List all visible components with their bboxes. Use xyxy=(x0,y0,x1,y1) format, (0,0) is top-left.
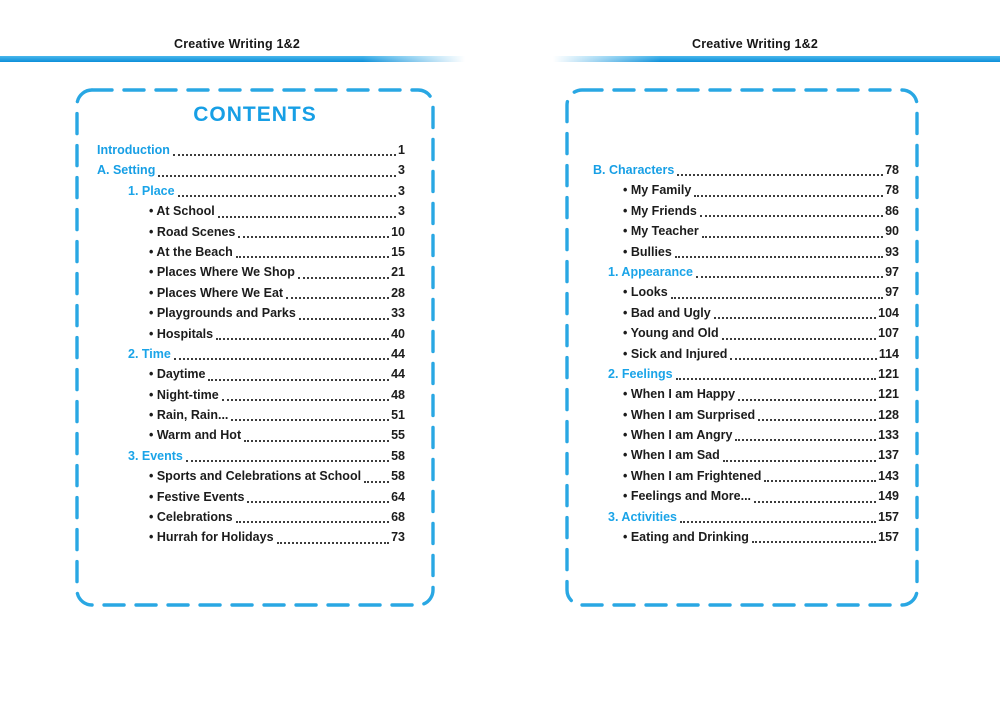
toc-entry-page-number: 10 xyxy=(391,224,405,239)
toc-entry-label: • At the Beach xyxy=(149,244,233,259)
toc-entry-label: • Road Scenes xyxy=(149,224,236,239)
toc-entry-label: • Celebrations xyxy=(149,510,233,525)
toc-entry xyxy=(593,344,899,364)
toc-entry-page-number: 1 xyxy=(398,142,405,157)
toc-entry-label: • When I am Frightened xyxy=(623,468,762,483)
toc-entry-page-number: 93 xyxy=(885,244,899,259)
toc-entry xyxy=(593,160,899,180)
toc-entry-page-number: 21 xyxy=(391,265,405,280)
toc-entry-page-number: 3 xyxy=(398,204,405,219)
dot-leader xyxy=(208,379,389,381)
toc-entry xyxy=(593,445,899,465)
toc-entry-page-number: 64 xyxy=(391,489,405,504)
toc-entry xyxy=(593,384,899,404)
toc-entry-page-number: 28 xyxy=(391,285,405,300)
header-rule-left xyxy=(0,56,465,62)
toc-entry-label: • Sports and Celebrations at School xyxy=(149,469,362,484)
toc-entry xyxy=(593,242,899,262)
dot-leader xyxy=(671,297,883,299)
toc-entry-label: • Bullies xyxy=(623,244,672,259)
dot-leader xyxy=(231,419,389,421)
toc-entry-page-number: 40 xyxy=(391,326,405,341)
dot-leader xyxy=(676,378,877,380)
dot-leader xyxy=(758,419,876,421)
toc-entry-page-number: 3 xyxy=(398,183,405,198)
toc-entry xyxy=(593,221,899,241)
toc-entry-label: A. Setting xyxy=(97,163,156,178)
dot-leader xyxy=(216,338,389,340)
dot-leader xyxy=(677,174,883,176)
toc-entry-page-number: 97 xyxy=(885,264,899,279)
toc-entry-page-number: 157 xyxy=(878,530,899,545)
toc-entry-page-number: 128 xyxy=(878,407,899,422)
toc-entry xyxy=(593,466,899,486)
toc-entry xyxy=(97,201,405,221)
dot-leader xyxy=(277,542,390,544)
toc-entry-label: B. Characters xyxy=(593,162,675,177)
dot-leader xyxy=(696,276,883,278)
toc-entry xyxy=(97,487,405,507)
toc-entry xyxy=(97,140,405,160)
toc-entry xyxy=(97,344,405,364)
toc-entry xyxy=(97,283,405,303)
toc-entry-page-number: 97 xyxy=(885,285,899,300)
dot-leader xyxy=(247,501,389,503)
toc-entry xyxy=(97,507,405,527)
dot-leader xyxy=(173,154,396,156)
toc-entry-label: 2. Time xyxy=(128,346,171,361)
toc-entry-page-number: 104 xyxy=(878,305,899,320)
header-rule-right xyxy=(553,56,1000,62)
toc-entry xyxy=(97,364,405,384)
dot-leader xyxy=(222,399,389,401)
toc-entry-page-number: 58 xyxy=(391,469,405,484)
dot-leader xyxy=(238,236,389,238)
toc-entry-label: • Hurrah for Holidays xyxy=(149,530,274,545)
toc-entry xyxy=(593,303,899,323)
dot-leader xyxy=(286,297,389,299)
dot-leader xyxy=(764,480,876,482)
toc-entry xyxy=(593,425,899,445)
toc-entry-label: 3. Events xyxy=(128,448,183,463)
toc-entry-page-number: 90 xyxy=(885,224,899,239)
toc-entry-label: • When I am Surprised xyxy=(623,407,756,422)
dot-leader xyxy=(752,541,876,543)
toc-entry xyxy=(97,527,405,547)
toc-entry xyxy=(593,282,899,302)
toc-entry-page-number: 149 xyxy=(878,489,899,504)
toc-list-right xyxy=(565,91,919,547)
dot-leader xyxy=(702,236,883,238)
toc-entry-label: • Places Where We Shop xyxy=(149,265,295,280)
toc-entry xyxy=(97,262,405,282)
dot-leader xyxy=(694,195,883,197)
toc-entry-page-number: 55 xyxy=(391,428,405,443)
dot-leader xyxy=(722,338,877,340)
toc-entry-page-number: 133 xyxy=(878,428,899,443)
toc-entry-label: • When I am Angry xyxy=(623,428,733,443)
toc-entry-label: • My Teacher xyxy=(623,224,699,239)
toc-entry-label: 3. Activities xyxy=(608,509,678,524)
toc-entry xyxy=(593,507,899,527)
dot-leader xyxy=(174,358,389,360)
toc-entry xyxy=(97,405,405,425)
toc-entry-label: • When I am Happy xyxy=(623,387,736,402)
toc-entry-label: • Places Where We Eat xyxy=(149,285,284,300)
toc-entry-label: Introduction xyxy=(97,142,170,157)
dot-leader xyxy=(723,460,876,462)
dot-leader xyxy=(714,317,876,319)
toc-list-left xyxy=(75,128,435,548)
toc-entry-page-number: 78 xyxy=(885,162,899,177)
toc-entry-label: • Rain, Rain... xyxy=(149,408,229,423)
toc-entry-page-number: 143 xyxy=(878,468,899,483)
toc-entry-page-number: 44 xyxy=(391,346,405,361)
dot-leader xyxy=(299,318,389,320)
dot-leader xyxy=(158,175,396,177)
toc-entry-page-number: 114 xyxy=(878,346,899,361)
toc-entry-label: • At School xyxy=(149,204,215,219)
toc-entry-page-number: 73 xyxy=(391,530,405,545)
toc-entry xyxy=(593,180,899,200)
toc-entry-label: 1. Place xyxy=(128,183,175,198)
toc-entry xyxy=(97,425,405,445)
toc-entry-label: • Looks xyxy=(623,285,668,300)
dot-leader xyxy=(680,521,876,523)
toc-entry xyxy=(97,385,405,405)
toc-entry xyxy=(593,527,899,547)
toc-entry-label: • Eating and Drinking xyxy=(623,530,749,545)
dot-leader xyxy=(244,440,389,442)
dot-leader xyxy=(730,358,876,360)
toc-entry-label: • Feelings and More... xyxy=(623,489,752,504)
toc-entry xyxy=(593,364,899,384)
toc-entry-label: 2. Feelings xyxy=(608,366,673,381)
toc-entry-page-number: 86 xyxy=(885,203,899,218)
toc-entry xyxy=(97,446,405,466)
dot-leader xyxy=(236,256,389,258)
contents-title: CONTENTS xyxy=(193,103,317,126)
toc-entry-page-number: 33 xyxy=(391,306,405,321)
toc-entry xyxy=(97,324,405,344)
toc-entry-label: • Festive Events xyxy=(149,489,245,504)
toc-entry-page-number: 58 xyxy=(391,448,405,463)
dot-leader xyxy=(218,216,396,218)
toc-entry xyxy=(593,405,899,425)
toc-entry-label: • Warm and Hot xyxy=(149,428,242,443)
toc-entry-label: • Night-time xyxy=(149,387,219,402)
toc-entry-page-number: 137 xyxy=(878,448,899,463)
toc-page-right xyxy=(565,88,919,607)
toc-entry-page-number: 44 xyxy=(391,367,405,382)
toc-entry-label: • My Friends xyxy=(623,203,697,218)
toc-entry-page-number: 78 xyxy=(885,183,899,198)
toc-entry-page-number: 3 xyxy=(398,163,405,178)
toc-entry-label: • Bad and Ugly xyxy=(623,305,711,320)
toc-page-left xyxy=(75,88,435,607)
dot-leader xyxy=(364,481,389,483)
toc-entry-page-number: 121 xyxy=(878,387,899,402)
toc-entry xyxy=(593,262,899,282)
dot-leader xyxy=(675,256,883,258)
toc-entry xyxy=(593,201,899,221)
toc-entry-page-number: 157 xyxy=(878,509,899,524)
dot-leader xyxy=(186,460,389,462)
toc-entry-label: • Hospitals xyxy=(149,326,214,341)
running-header-left: Creative Writing 1&2 xyxy=(173,37,301,51)
toc-entry-label: • Young and Old xyxy=(623,326,719,341)
toc-entry xyxy=(97,242,405,262)
dot-leader xyxy=(738,399,876,401)
toc-entry xyxy=(97,160,405,180)
toc-entry-page-number: 121 xyxy=(878,366,899,381)
toc-entry-label: • When I am Sad xyxy=(623,448,720,463)
toc-entry-page-number: 107 xyxy=(878,326,899,341)
dot-leader xyxy=(700,215,883,217)
toc-entry xyxy=(97,181,405,201)
toc-entry xyxy=(593,486,899,506)
dot-leader xyxy=(298,277,389,279)
toc-entry-label: • Playgrounds and Parks xyxy=(149,306,296,321)
toc-entry-page-number: 48 xyxy=(391,387,405,402)
toc-entry-label: • Sick and Injured xyxy=(623,346,728,361)
running-header-right: Creative Writing 1&2 xyxy=(691,37,819,51)
dot-leader xyxy=(178,195,396,197)
toc-entry xyxy=(593,323,899,343)
toc-entry-label: • My Family xyxy=(623,183,692,198)
dot-leader xyxy=(735,439,876,441)
toc-entry xyxy=(97,303,405,323)
dot-leader xyxy=(236,521,390,523)
toc-entry-page-number: 15 xyxy=(391,244,405,259)
toc-entry xyxy=(97,466,405,486)
toc-entry-label: • Daytime xyxy=(149,367,206,382)
toc-entry-page-number: 51 xyxy=(391,408,405,423)
dot-leader xyxy=(754,501,876,503)
toc-entry xyxy=(97,222,405,242)
toc-entry-page-number: 68 xyxy=(391,510,405,525)
toc-entry-label: 1. Appearance xyxy=(608,264,693,279)
